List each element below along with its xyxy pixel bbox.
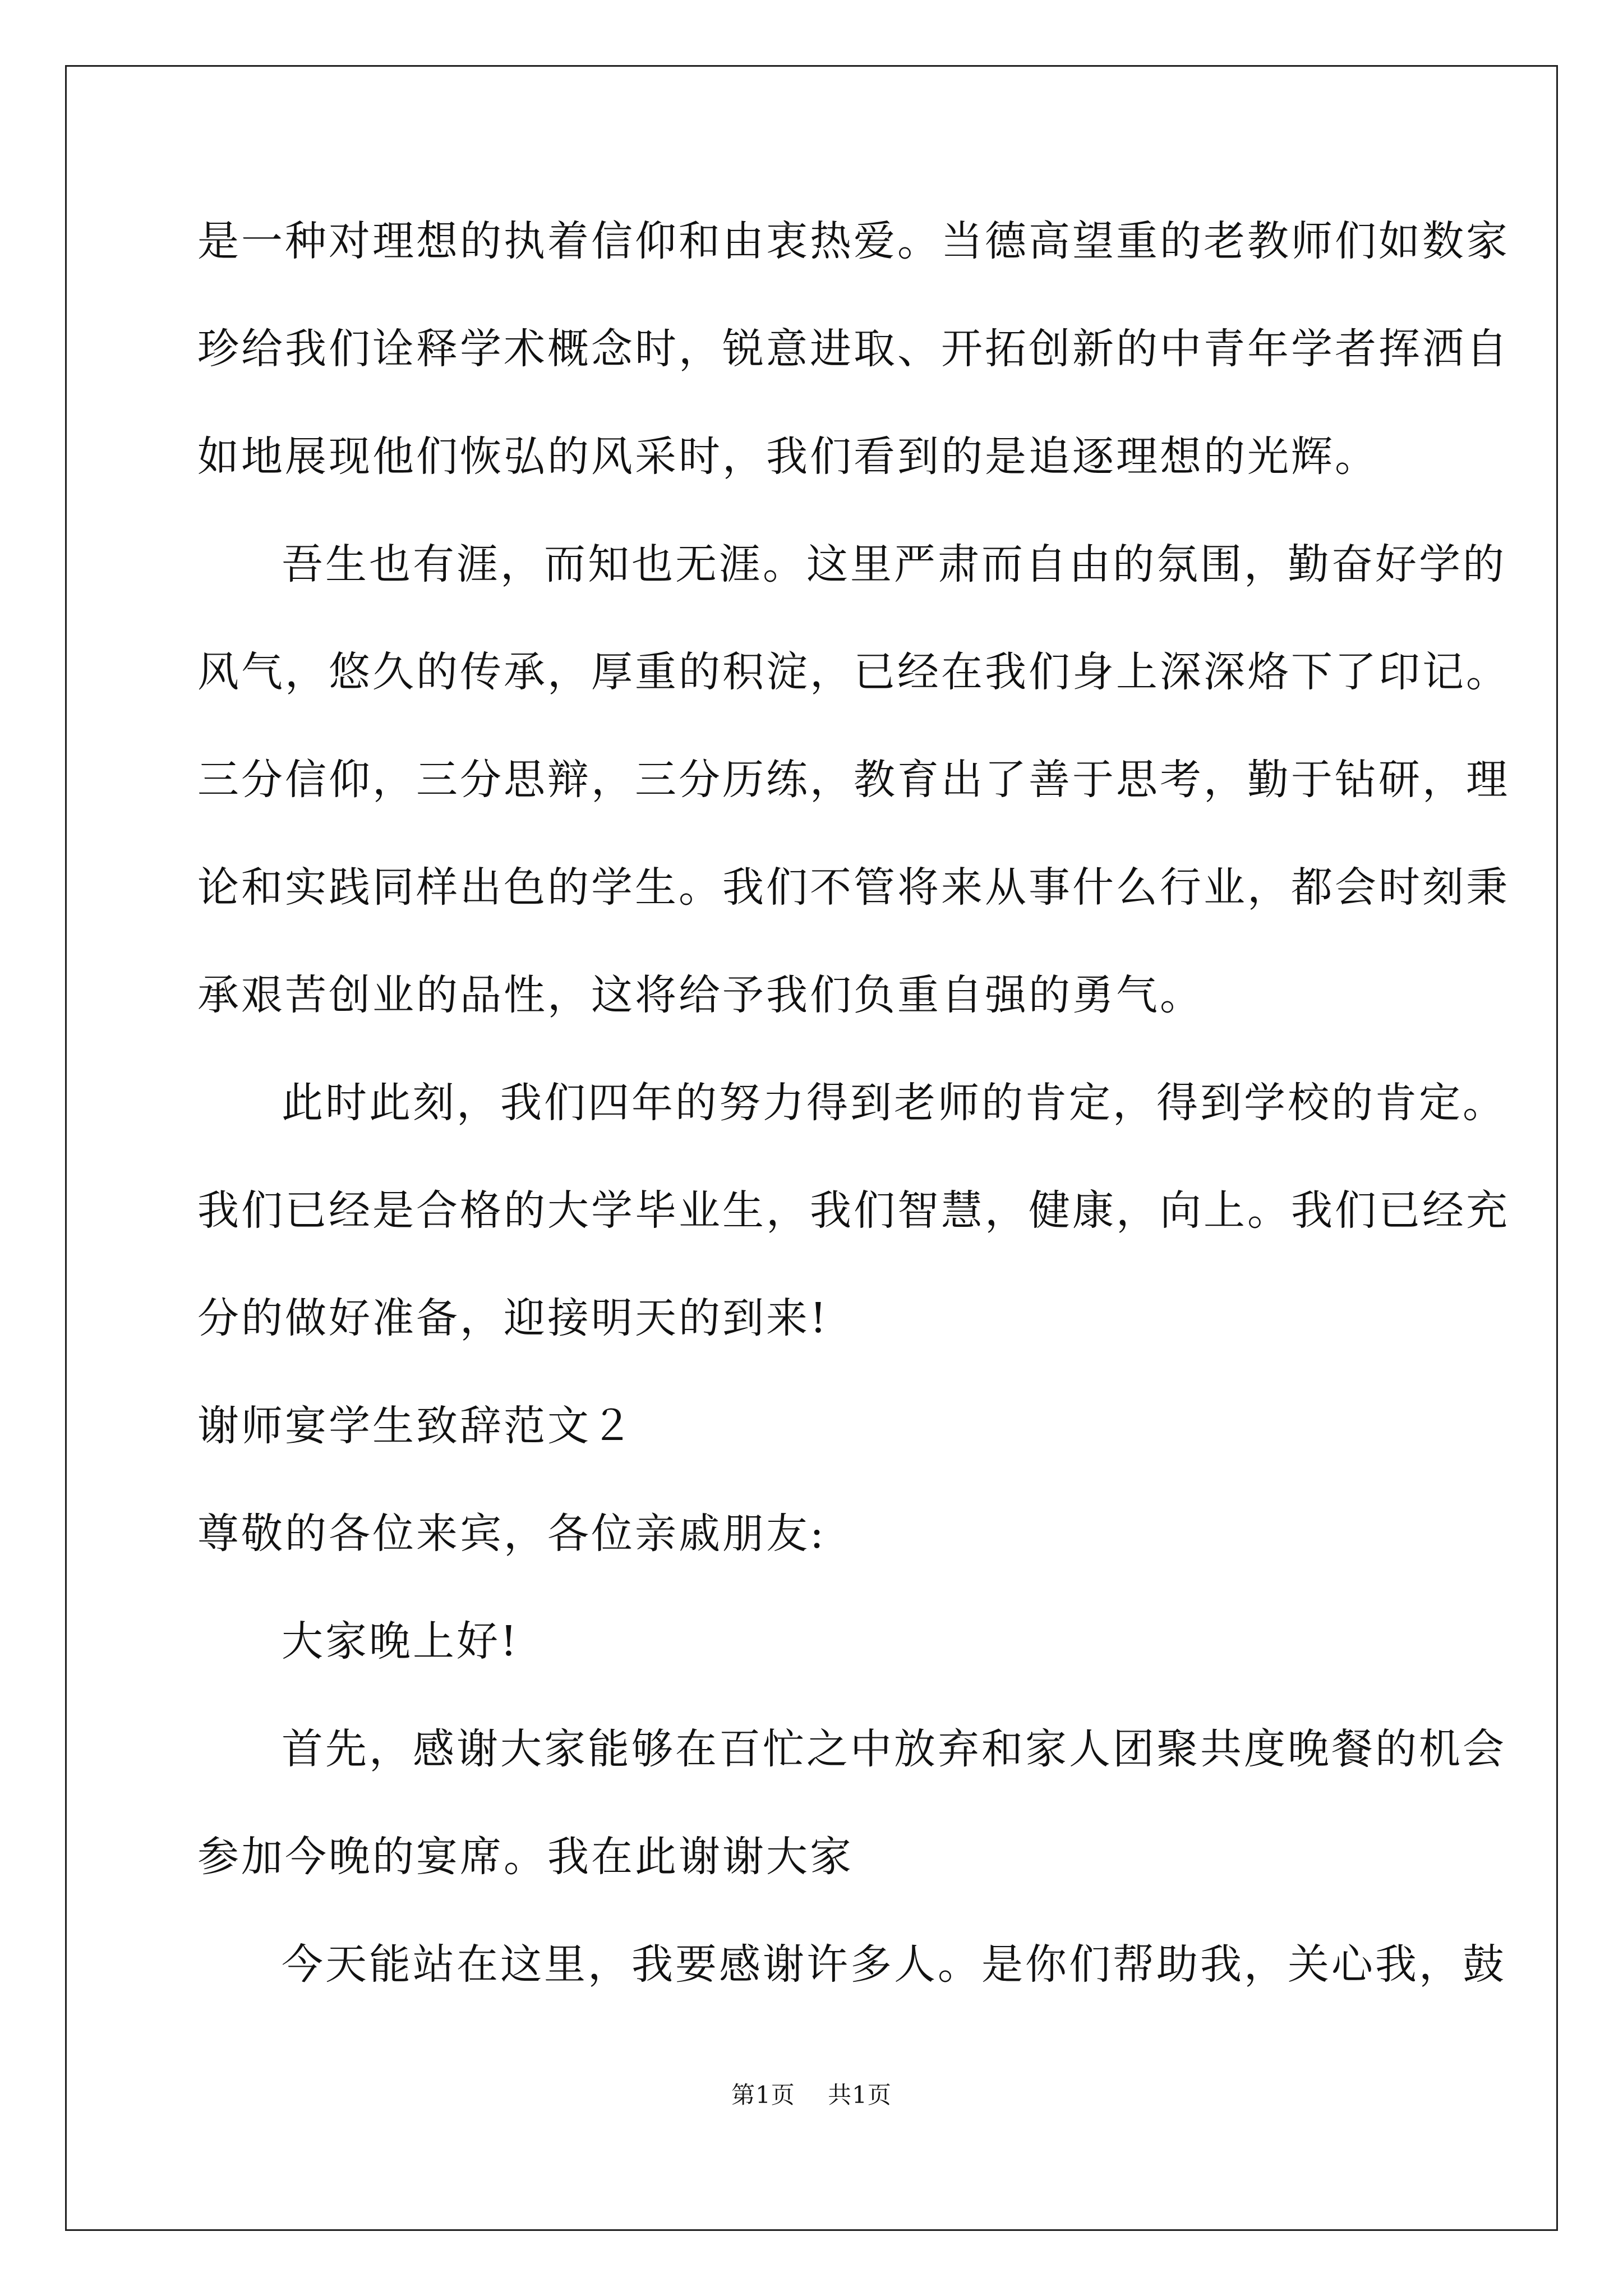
text-line: 承艰苦创业的品性，这将给予我们负重自强的勇气。 [197,971,1204,1019]
page-border [65,65,1558,2231]
text-line: 三分信仰，三分思辩，三分历练，教育出了善于思考，勤于钻研，理 [197,756,1510,804]
text-line: 首先，感谢大家能够在百忙之中放弃和家人团聚共度晚餐的机会 [282,1725,1506,1773]
text-line: 是一种对理想的执着信仰和由衷热爱。当德高望重的老教师们如数家 [197,217,1510,265]
text-line: 如地展现他们恢弘的风采时，我们看到的是追逐理想的光辉。 [197,432,1378,481]
page-number: 第1页 [731,2081,795,2109]
text-line: 风气，悠久的传承，厚重的积淀，已经在我们身上深深烙下了印记。 [197,648,1510,696]
page-footer [0,2078,1623,2112]
text-line: 今天能站在这里，我要感谢许多人。是你们帮助我，关心我，鼓 [282,1940,1506,1989]
text-line: 分的做好准备，迎接明天的到来! [197,1294,829,1342]
text-line: 吾生也有涯，而知也无涯。这里严肃而自由的氛围，勤奋好学的 [282,540,1506,588]
salutation: 尊敬的各位来宾，各位亲戚朋友: [197,1510,826,1558]
section-heading: 谢师宴学生致辞范文２ [197,1402,635,1450]
page-total: 共1页 [828,2081,892,2109]
text-line: 参加今晚的宴席。我在此谢谢大家 [197,1833,854,1881]
text-line: 此时此刻，我们四年的努力得到老师的肯定，得到学校的肯定。 [282,1079,1506,1127]
text-line: 珍给我们诠释学术概念时，锐意进取、开拓创新的中青年学者挥洒自 [197,325,1510,373]
text-line: 大家晚上好! [282,1617,519,1665]
text-line: 论和实践同样出色的学生。我们不管将来从事什么行业，都会时刻秉 [197,863,1510,912]
text-line: 我们已经是合格的大学毕业生，我们智慧，健康，向上。我们已经充 [197,1186,1510,1235]
